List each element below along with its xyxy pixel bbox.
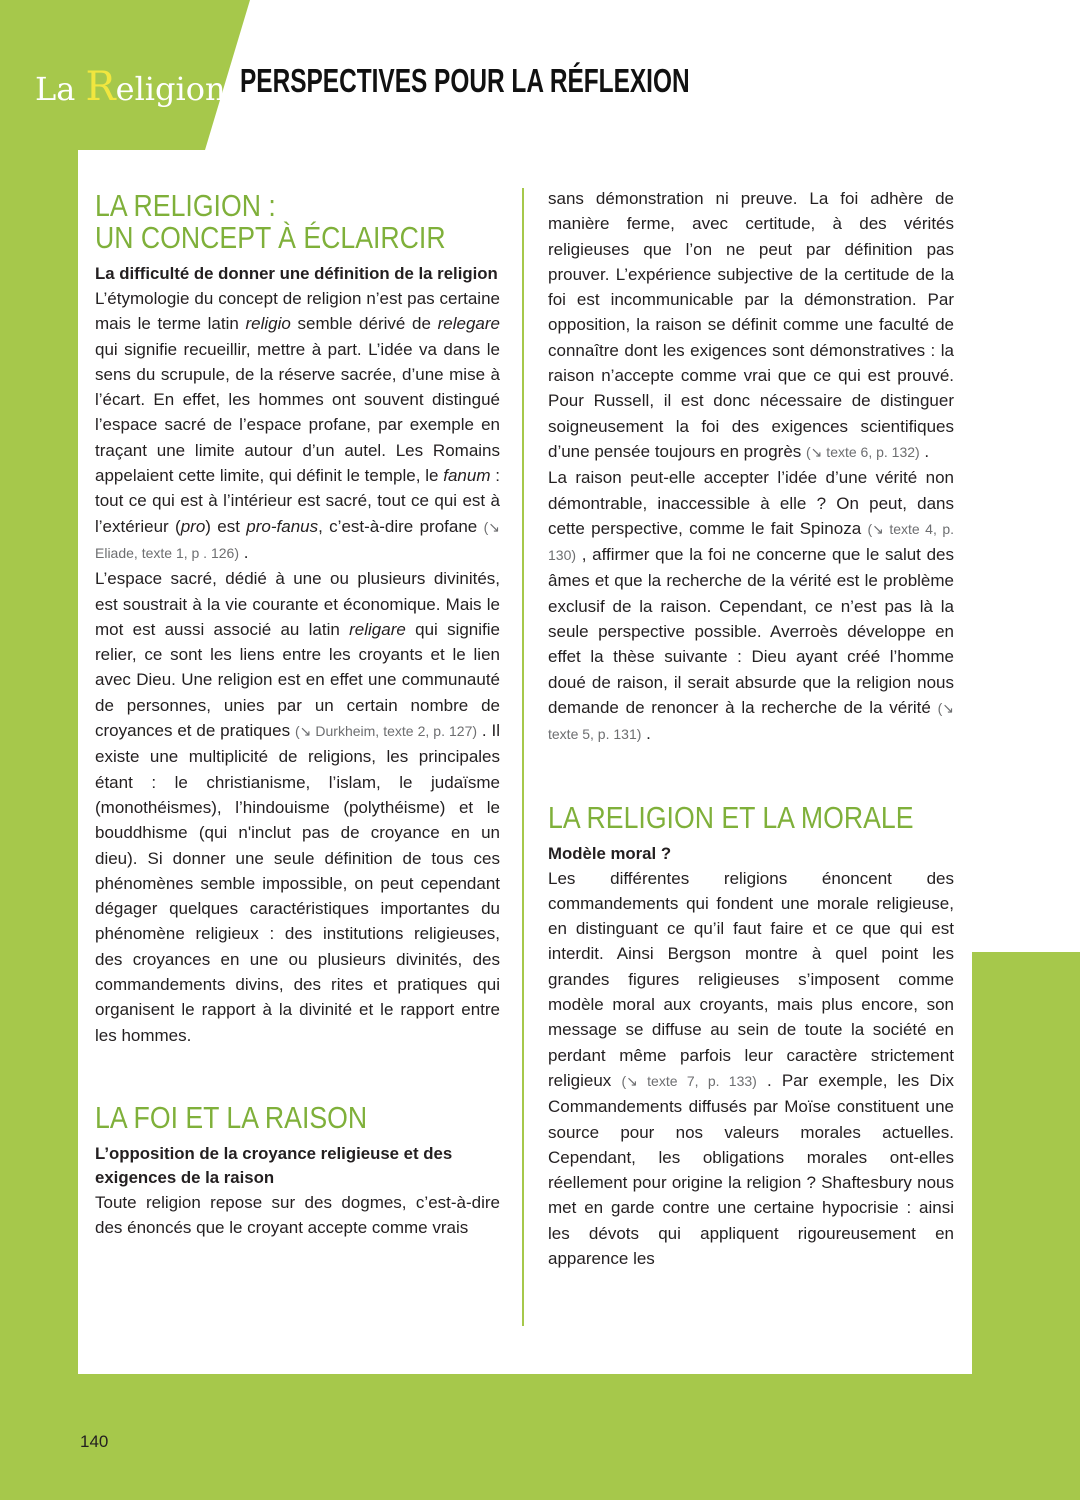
cross-reference: (↘ texte 7, p. 133)	[621, 1072, 757, 1089]
paragraph-morality: Les différentes religions énoncent des commandements qui fondent une morale religieuse, en distinguant ce qu’il faut faire et ce que qui est interdit. Ainsi Bergson montre à quel point les grandes figures religieuses s’imposent comme modèle moral aux croyants, mais plus encore, son message se diffuse au sein de toute la société en perdant même parfois leur caractère strictement religieux (↘ texte 7, p. 133) . Par exemple, les Dix Commandements diffusés par Moïse constituent une source pour nos valeurs morales actuelles. Cependant, les obligations morales ont-elles réellement pour origine la religion ? Shaftesbury nous met en garde contre une certaine hypocrisie : ainsi les dévots qui appliquent rigoureusement en apparence les	[548, 868, 954, 1268]
left-column	[95, 190, 500, 1241]
cross-reference: (↘ texte 5, p. 131)	[548, 699, 954, 743]
subheading-definition: La difficulté de donner une définition de la religion	[95, 264, 498, 283]
section-heading-concept	[95, 188, 446, 255]
chapter-label-prefix: La	[35, 70, 86, 108]
page-number: 140	[80, 1432, 109, 1451]
chapter-label	[35, 64, 226, 110]
chapter-label-initial: R	[85, 64, 116, 110]
paragraph-reason: La raison peut-elle accepter l’idée d’une vérité non démontrable, inaccessible à elle ? On peut, dans cette perspective, comme le fait Spinoza (↘ texte 4, p. 130) , affirmer que la foi ne concerne que le salut des âmes et que la recherche de la vérité est le problème exclusif de la raison. Cependant, ce n’est pas là la seule perspective possible. Averroès développe en effet la thèse suivante : Dieu ayant créé l’homme doué de raison, il serait absurde que la religion nous demande de renoncer à la recherche de la vérité (↘ texte 5, p. 131) .	[548, 468, 954, 744]
paragraph-sacred-space: L’espace sacré, dédié à une ou plusieurs divinités, est soustrait à la vie courante et économique. Mais le mot est aussi associé au latin religare qui signifie relier, ce sont les liens entre les croyants et le lien avec Dieu. Une religion est en effet une communauté de personnes, unies par un certain nombre de croyances et de pratiques (↘ Durkheim, texte 2, p. 127) . Il existe une multiplicité de religions, les principales étant : le christianisme, l’islam, le judaïsme (monothéismes), l’hindouisme (polythéisme) et le bouddhisme (qui n'inclut pas de croyance en un dieu). Si donner une seule définition de tous ces phénomènes semble impossible, on peut cependant dégager quelques caractéristiques importantes du phénomène religieux : des institutions religieuses, des croyances en une ou plusieurs divinités, des commandements divins, des rites et pratiques qui organisent le rapport à la divinité et le rapport entre les hommes.	[95, 569, 501, 1045]
right-margin	[972, 150, 1080, 952]
section-heading-morality: LA RELIGION ET LA MORALE	[548, 799, 914, 835]
cross-reference: (↘ texte 6, p. 132)	[806, 443, 920, 460]
subheading-faith: L’opposition de la croyance religieuse et des exigences de la raison	[95, 1143, 453, 1187]
column-divider	[522, 188, 524, 1326]
paragraph-faith-continued: sans démonstration ni preuve. La foi adhère de manière ferme, avec certitude, à des vérités religieuses que l’on ne peut par définition pas prouver. L’expérience subjective de la certitude de la foi est incommunicable par la démonstration. Par opposition, la raison se définit comme une faculté de connaître dont les exigences sont démonstratives : la raison n’accepte comme vrai que ce qui est prouvé. Pour Russell, il est donc nécessaire de distinguer soigneusement la foi des exigences scientifiques d’une pensée toujours en progrès (↘ texte 6, p. 132) .	[548, 189, 954, 461]
page-title: PERSPECTIVES POUR LA RÉFLEXION	[240, 62, 690, 99]
cross-reference: (↘ texte 4, p. 130)	[548, 520, 954, 564]
cross-reference: (↘ Eliade, texte 1, p . 126)	[95, 518, 500, 561]
section-heading-faith: LA FOI ET LA RAISON	[95, 1099, 368, 1135]
paragraph-etymology: L’étymologie du concept de religion n’est pas certaine mais le terme latin religio semble dérivé de relegare qui signifie recueillir, mettre à part. L’idée va dans le sens du scrupule, de la réserve sacrée, d’une mise à l’écart. En effet, les hommes ont souvent distingué l’espace sacré de l’espace profane, par exemple en traçant une limite autour d’un autel. Les Romains appelaient cette limite, qui définit le temple, le fanum : tout ce qui est à l’intérieur est sacré, tout ce qui est à l’extérieur (pro) est pro-fanus, c’est-à-dire profane (↘ Eliade, texte 1, p . 126) .	[95, 289, 500, 562]
chapter-label-rest: eligion	[115, 70, 226, 108]
right-column	[548, 186, 954, 1271]
section-heading-concept-line2: UN CONCEPT À ÉCLAIRCIR	[95, 220, 446, 255]
cross-reference: (↘ Durkheim, texte 2, p. 127)	[294, 723, 478, 740]
subheading-morality: Modèle moral ?	[548, 843, 672, 863]
paragraph-faith-start: Toute religion repose sur des dogmes, c’est-à-dire des énoncés que le croyant accepte comme vrais	[95, 1192, 500, 1238]
section-heading-concept-line1: LA RELIGION :	[95, 188, 276, 223]
